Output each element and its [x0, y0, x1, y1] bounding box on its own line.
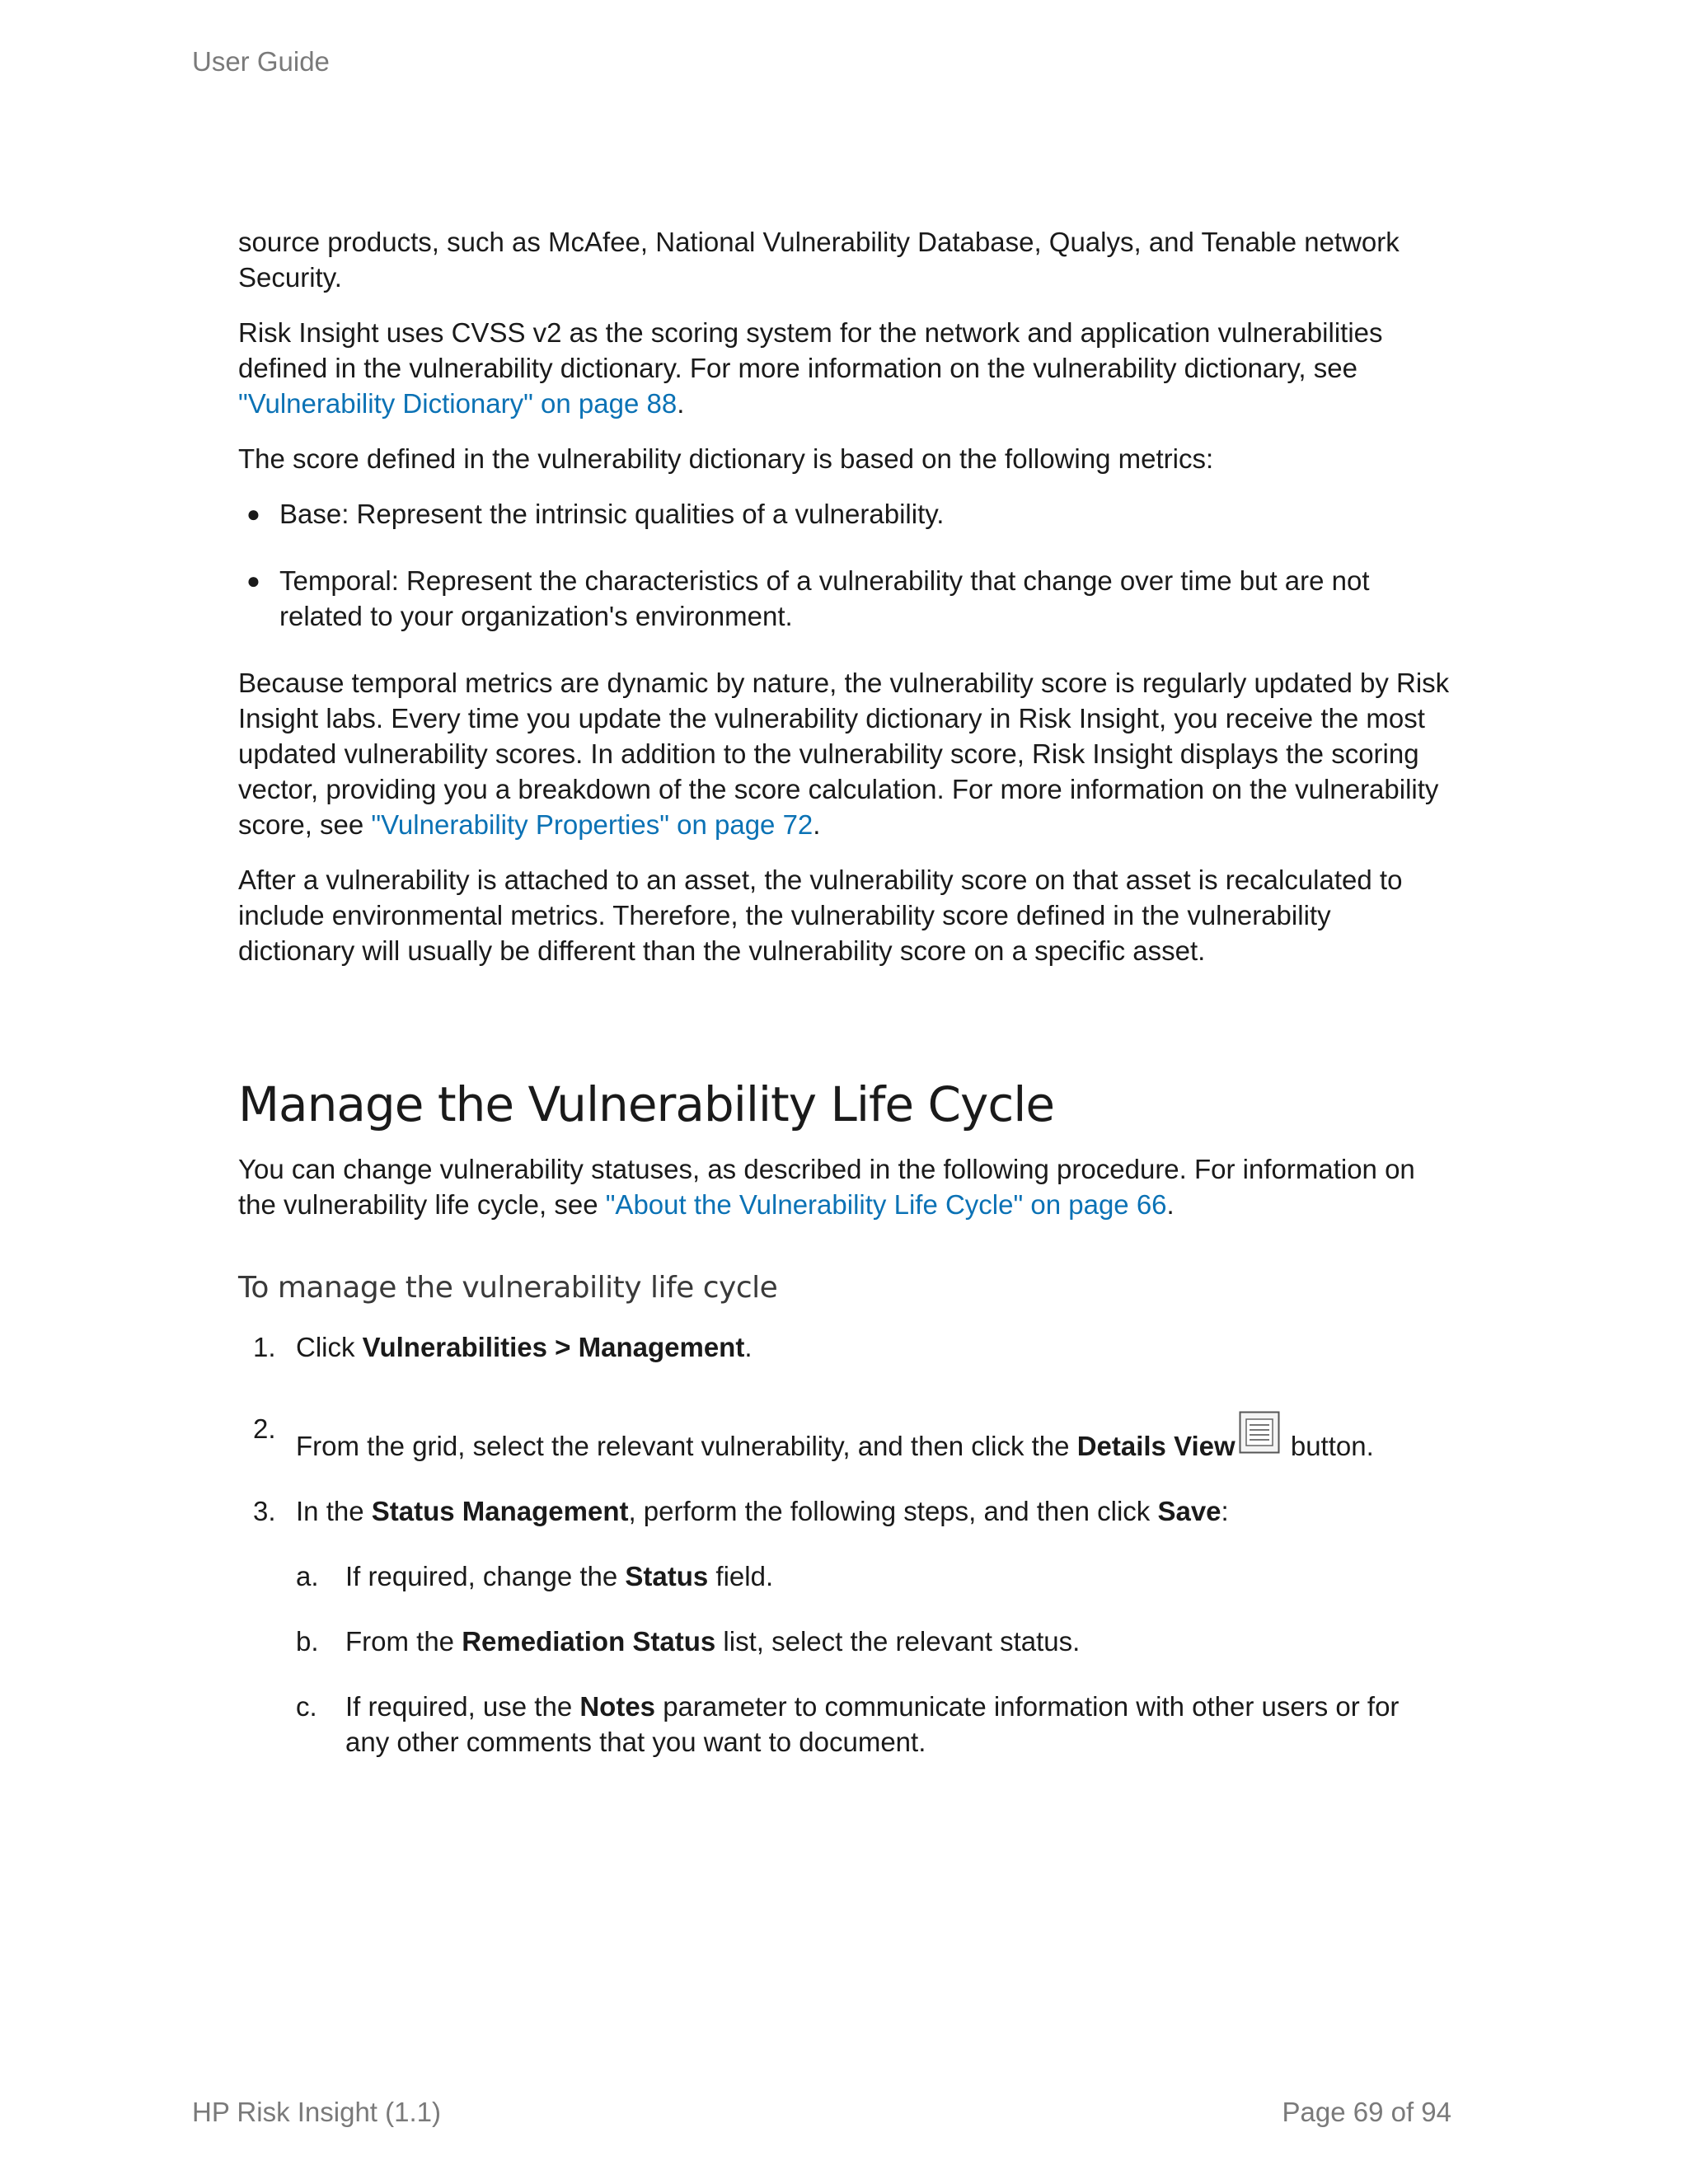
substep-item: a. If required, change the Status field. [296, 1561, 774, 1591]
step-item: 1. Click Vulnerabilities > Management. [253, 1332, 753, 1362]
substep-item: c. If required, use the Notes parameter to communicate information with other users or for any other comments that you want to document. [296, 1691, 1400, 1757]
substeps [296, 1558, 1450, 1760]
link-about-life-cycle[interactable]: "About the Vulnerability Life Cycle" on page 66 [605, 1189, 1167, 1220]
metrics-list [238, 496, 1450, 634]
intro-paragraph-4: Because temporal metrics are dynamic by nature, the vulnerability score is regularly updated by Risk Insight labs. Every time you update the vulnerability dictionary in Risk Insight, you receive the most updated vulnerability scores. In addition to the vulnerability score, Risk Insight displays the scoring vector, providing you a breakdown of the score calculation. For more information on the vulnerability score, see "Vulnerability Properties" on page 72. [238, 668, 1450, 840]
list-item: ● Base: Represent the intrinsic qualities of a vulnerability. [238, 496, 1450, 532]
link-vulnerability-properties[interactable]: "Vulnerability Properties" on page 72 [371, 809, 814, 840]
section-intro: You can change vulnerability statuses, as described in the following procedure. For information on the vulnerability life cycle, see "About the Vulnerability Life Cycle" on page 66. [238, 1154, 1415, 1220]
procedure-steps [238, 1329, 1450, 1760]
list-item: ● Temporal: Represent the characteristics of a vulnerability that change over time but are not related to your organization's environment. [238, 563, 1450, 634]
footer-product: HP Risk Insight (1.1) [192, 2097, 441, 2127]
step-item: 3. In the Status Management, perform the following steps, and then click Save: a. If required, change the Status field. b. From the Remediation Status list, select the relevant status. c. If required, use the Notes parameter to communicate information with other users or for any other comments that you want to document. [238, 1493, 1450, 1760]
page-body [238, 224, 1450, 1789]
details-view-icon [1239, 1411, 1280, 1454]
intro-paragraph-1: source products, such as McAfee, National Vulnerability Database, Qualys, and Tenable network Security. [238, 227, 1400, 293]
intro-paragraph-3: The score defined in the vulnerability dictionary is based on the following metrics: [238, 443, 1214, 474]
section-title: Manage the Vulnerability Life Cycle [238, 1076, 1055, 1132]
intro-paragraph-5: After a vulnerability is attached to an asset, the vulnerability score on that asset is recalculated to include environmental metrics. Therefore, the vulnerability score defined in the vulnerability dictionary will usually be different than the vulnerability score on a specific asset. [238, 865, 1403, 966]
substep-item: b. From the Remediation Status list, select the relevant status. [296, 1626, 1081, 1657]
footer-page-number: Page 69 of 94 [1282, 2097, 1451, 2127]
procedure-title: To manage the vulnerability life cycle [238, 1271, 778, 1305]
bullet-icon: ● [246, 568, 260, 593]
intro-paragraph-2: Risk Insight uses CVSS v2 as the scoring system for the network and application vulnerabilities defined in the vulnerability dictionary. For more information on the vulnerability dictionary, see "Vulnerability Dictionary" on page 88. [238, 317, 1383, 419]
step-item: 2. From the grid, select the relevant vulnerability, and then click the Details View button. [238, 1411, 1450, 1464]
link-vulnerability-dictionary[interactable]: "Vulnerability Dictionary" on page 88 [238, 388, 678, 419]
running-header: User Guide [192, 46, 330, 77]
bullet-icon: ● [246, 501, 260, 527]
